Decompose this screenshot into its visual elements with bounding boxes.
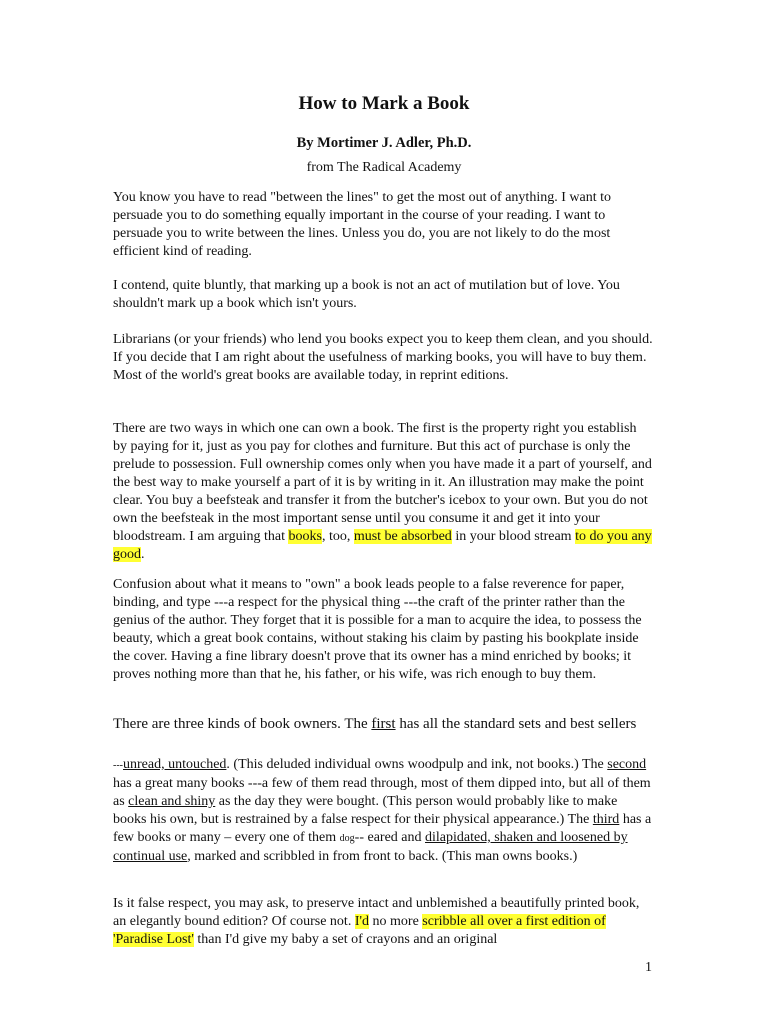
- p7-a: . (This deluded individual owns woodpulp and ink, not books.) The: [226, 757, 608, 772]
- p8-c: than I'd give my baby a set of crayons and an original: [193, 932, 498, 947]
- p7-d: has a few books or many – every one of them: [113, 812, 652, 845]
- highlight-must-be-absorbed: must be absorbed: [353, 529, 452, 544]
- source-line: from The Radical Academy: [306, 160, 462, 175]
- paragraph-3: Librarians (or your friends) who lend you books expect you to keep them clean, and you should. If you decide that I am right about the usefulness of marking books, you will have to buy them. Most of the world's great books are available today, in reprint editions.: [113, 332, 653, 383]
- underline-second: second: [607, 757, 647, 772]
- p4-text-b: , too,: [321, 529, 354, 544]
- underline-first: first: [371, 716, 396, 732]
- p6-after-first: has all the standard sets and best sellers: [395, 716, 637, 732]
- highlight-books: books: [288, 529, 322, 544]
- p7-c: as the day they were bought. (This person would probably like to make books his own, but is restrained by a false respect for their physical appearance.) The: [113, 794, 618, 827]
- author-line: By Mortimer J. Adler, Ph.D.: [296, 135, 472, 151]
- paragraph-6: [113, 714, 653, 734]
- underline-unread-untouched: unread, untouched: [123, 757, 227, 772]
- p4-text-a: There are two ways in which one can own a book. The first is the property right you establish by paying for it, just as you pay for clothes and furniture. But this act of purchase is only the prelude to possession. Full ownership comes only when you have made it a part of yourself, and the best way to make yourself a part of it is by writing in it. An illustration may make the point clear. You buy a beefsteak and transfer it from the butcher's icebox to your own. But you do not own the beefsteak in the most important sense until you consume it and get it into your bloodstream. I am arguing that: [113, 421, 652, 544]
- p7-e: -- eared and: [354, 830, 426, 845]
- p7-f: , marked and scribbled in from front to back. (This man owns books.): [187, 849, 578, 864]
- p6-lead: There are three kinds of book owners. The: [113, 716, 372, 732]
- highlight-to-do-you-any-good: to do you any good: [113, 529, 652, 562]
- underline-third: third: [592, 812, 620, 827]
- underline-clean-and-shiny: clean and shiny: [128, 794, 216, 809]
- highlight-scribble-paradise-lost: scribble all over a first edition of 'Paradise Lost': [113, 914, 606, 947]
- paragraph-2: I contend, quite bluntly, that marking up a book is not an act of mutilation but of love. You shouldn't mark up a book which isn't yours.: [113, 278, 620, 311]
- page-number: 1: [645, 960, 652, 975]
- paragraph-1: You know you have to read "between the lines" to get the most out of anything. I want to persuade you to do something equally important in the course of your reading. I want to persuade you to write between the lines. Unless you do, you are not likely to do the most efficient kind of reading.: [113, 190, 611, 259]
- paragraph-8: [113, 895, 653, 949]
- paragraph-5: Confusion about what it means to "own" a book leads people to a false reverence for paper, binding, and type ---a respect for the physical thing ---the craft of the printer rather than the genius of the author. They forget that it is possible for a man to acquire the idea, to possess the beauty, which a great book contains, without staking his claim by pasting his bookplate inside the cover. Having a fine library doesn't prove that its owner has a mind enriched by books; it proves nothing more than that he, his father, or his wife, was rich enough to buy them.: [113, 577, 642, 682]
- document-title: How to Mark a Book: [298, 93, 470, 114]
- paragraph-7: [113, 756, 653, 866]
- paragraph-4: [113, 420, 653, 564]
- underline-dilapidated: dilapidated, shaken and loosened by continual use: [113, 830, 628, 864]
- p4-text-d: .: [141, 547, 145, 562]
- p4-text-c: in your blood stream: [451, 529, 576, 544]
- p8-b: no more: [369, 914, 423, 929]
- p7-b: has a great many books ---a few of them read through, most of them dipped into, but all of them as: [113, 776, 651, 809]
- p8-a: Is it false respect, you may ask, to preserve intact and unblemished a beautifully printed book, an elegantly bound edition? Of course not.: [113, 896, 640, 929]
- p7-dash: ---: [113, 760, 123, 771]
- highlight-id: I'd: [354, 914, 370, 929]
- p7-dog: dog: [339, 833, 355, 844]
